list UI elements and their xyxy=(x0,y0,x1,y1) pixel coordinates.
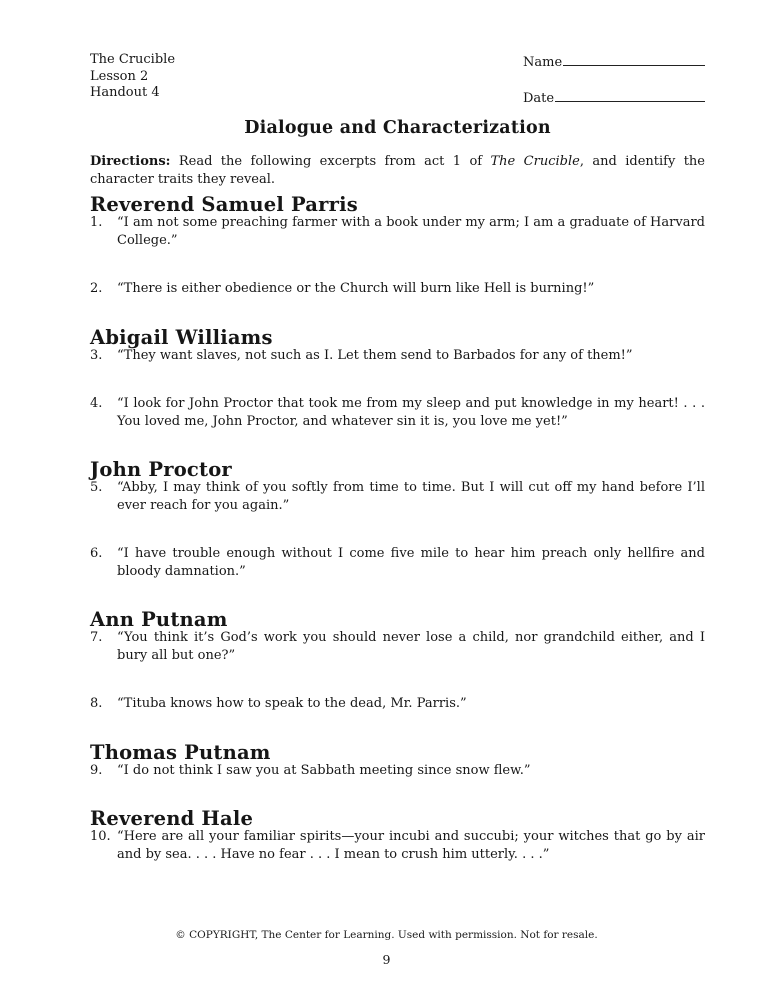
character-heading-ann-putnam: Ann Putnam xyxy=(90,608,228,631)
quote-item-9 xyxy=(90,762,705,780)
quote-item-3 xyxy=(90,347,705,365)
quote-item-2 xyxy=(90,280,705,298)
date-label: Date xyxy=(523,90,555,106)
item-number: 9. xyxy=(90,762,103,778)
directions-text-2: , and identify the character traits they reveal. xyxy=(90,154,705,187)
item-number: 2. xyxy=(90,281,103,296)
item-number: 8. xyxy=(90,696,103,711)
quote-text: “I am not some preaching farmer with a book under my arm; I am a graduate of Harvard College.” xyxy=(117,215,705,248)
quote-text: “They want slaves, not such as I. Let them send to Barbados for any of them!” xyxy=(117,347,633,363)
item-number: 1. xyxy=(90,215,103,230)
lesson-number: Lesson 2 xyxy=(90,68,149,84)
quote-item-4 xyxy=(90,395,705,430)
quote-text: “Abby, I may think of you softly from time to time. But I will cut off my hand before I’ll ever reach for you again.” xyxy=(117,480,705,513)
page-number: 9 xyxy=(382,952,391,967)
character-heading-thomas-putnam: Thomas Putnam xyxy=(90,740,271,764)
date-blank-line xyxy=(555,88,705,102)
directions-text-1: Read the following excerpts from act 1 of xyxy=(170,154,491,169)
directions-label: Directions: xyxy=(90,154,171,169)
item-number: 5. xyxy=(90,480,103,495)
date-line xyxy=(523,88,705,108)
quote-item-8 xyxy=(90,695,705,713)
handout-identification xyxy=(90,52,175,102)
quote-text: “Tituba knows how to speak to the dead, Mr. Parris.” xyxy=(117,696,467,711)
quote-item-5 xyxy=(90,479,705,514)
character-heading-proctor: John Proctor xyxy=(90,458,232,481)
character-heading-hale: Reverend Hale xyxy=(90,807,254,830)
quote-text: “Here are all your familiar spirits—your incubi and succubi; your witches that go by air and by sea. . . . Have no fear . . . I mean to crush him utterly. . . .” xyxy=(117,829,705,862)
page-header xyxy=(90,52,705,107)
directions xyxy=(90,153,705,188)
copyright-notice: © COPYRIGHT, The Center for Learning. Used with permission. Not for resale. xyxy=(175,929,598,941)
directions-italic-title: The Crucible xyxy=(490,154,580,169)
quote-text: “I do not think I saw you at Sabbath meeting since snow flew.” xyxy=(117,762,531,778)
quote-item-10 xyxy=(90,828,705,863)
handout-number: Handout 4 xyxy=(90,85,160,100)
quote-text: “There is either obedience or the Church will burn like Hell is burning!” xyxy=(117,281,595,296)
item-number: 3. xyxy=(90,347,103,363)
student-info-fields xyxy=(523,52,705,107)
quote-item-7 xyxy=(90,629,705,664)
page-title: Dialogue and Characterization xyxy=(244,118,551,138)
quote-text: “You think it’s God’s work you should never lose a child, nor grandchild either, and I bury all but one?” xyxy=(117,630,705,663)
name-blank-line xyxy=(563,52,705,66)
character-heading-abigail: Abigail Williams xyxy=(90,325,273,349)
quote-text: “I have trouble enough without I come five mile to hear him preach only hellfire and bloody damnation.” xyxy=(117,546,705,579)
name-line xyxy=(523,52,705,72)
item-number: 7. xyxy=(90,630,103,645)
quote-text: “I look for John Proctor that took me from my sleep and put knowledge in my heart! . . . You loved me, John Proctor, and whatever sin it is, you love me yet!” xyxy=(117,396,705,429)
course-title: The Crucible xyxy=(90,52,176,67)
quote-item-6 xyxy=(90,545,705,580)
name-label: Name xyxy=(523,55,563,70)
item-number: 4. xyxy=(90,396,103,411)
character-heading-parris: Reverend Samuel Parris xyxy=(90,193,358,216)
quote-item-1 xyxy=(90,214,705,249)
item-number: 6. xyxy=(90,546,103,561)
item-number: 10. xyxy=(90,829,111,844)
